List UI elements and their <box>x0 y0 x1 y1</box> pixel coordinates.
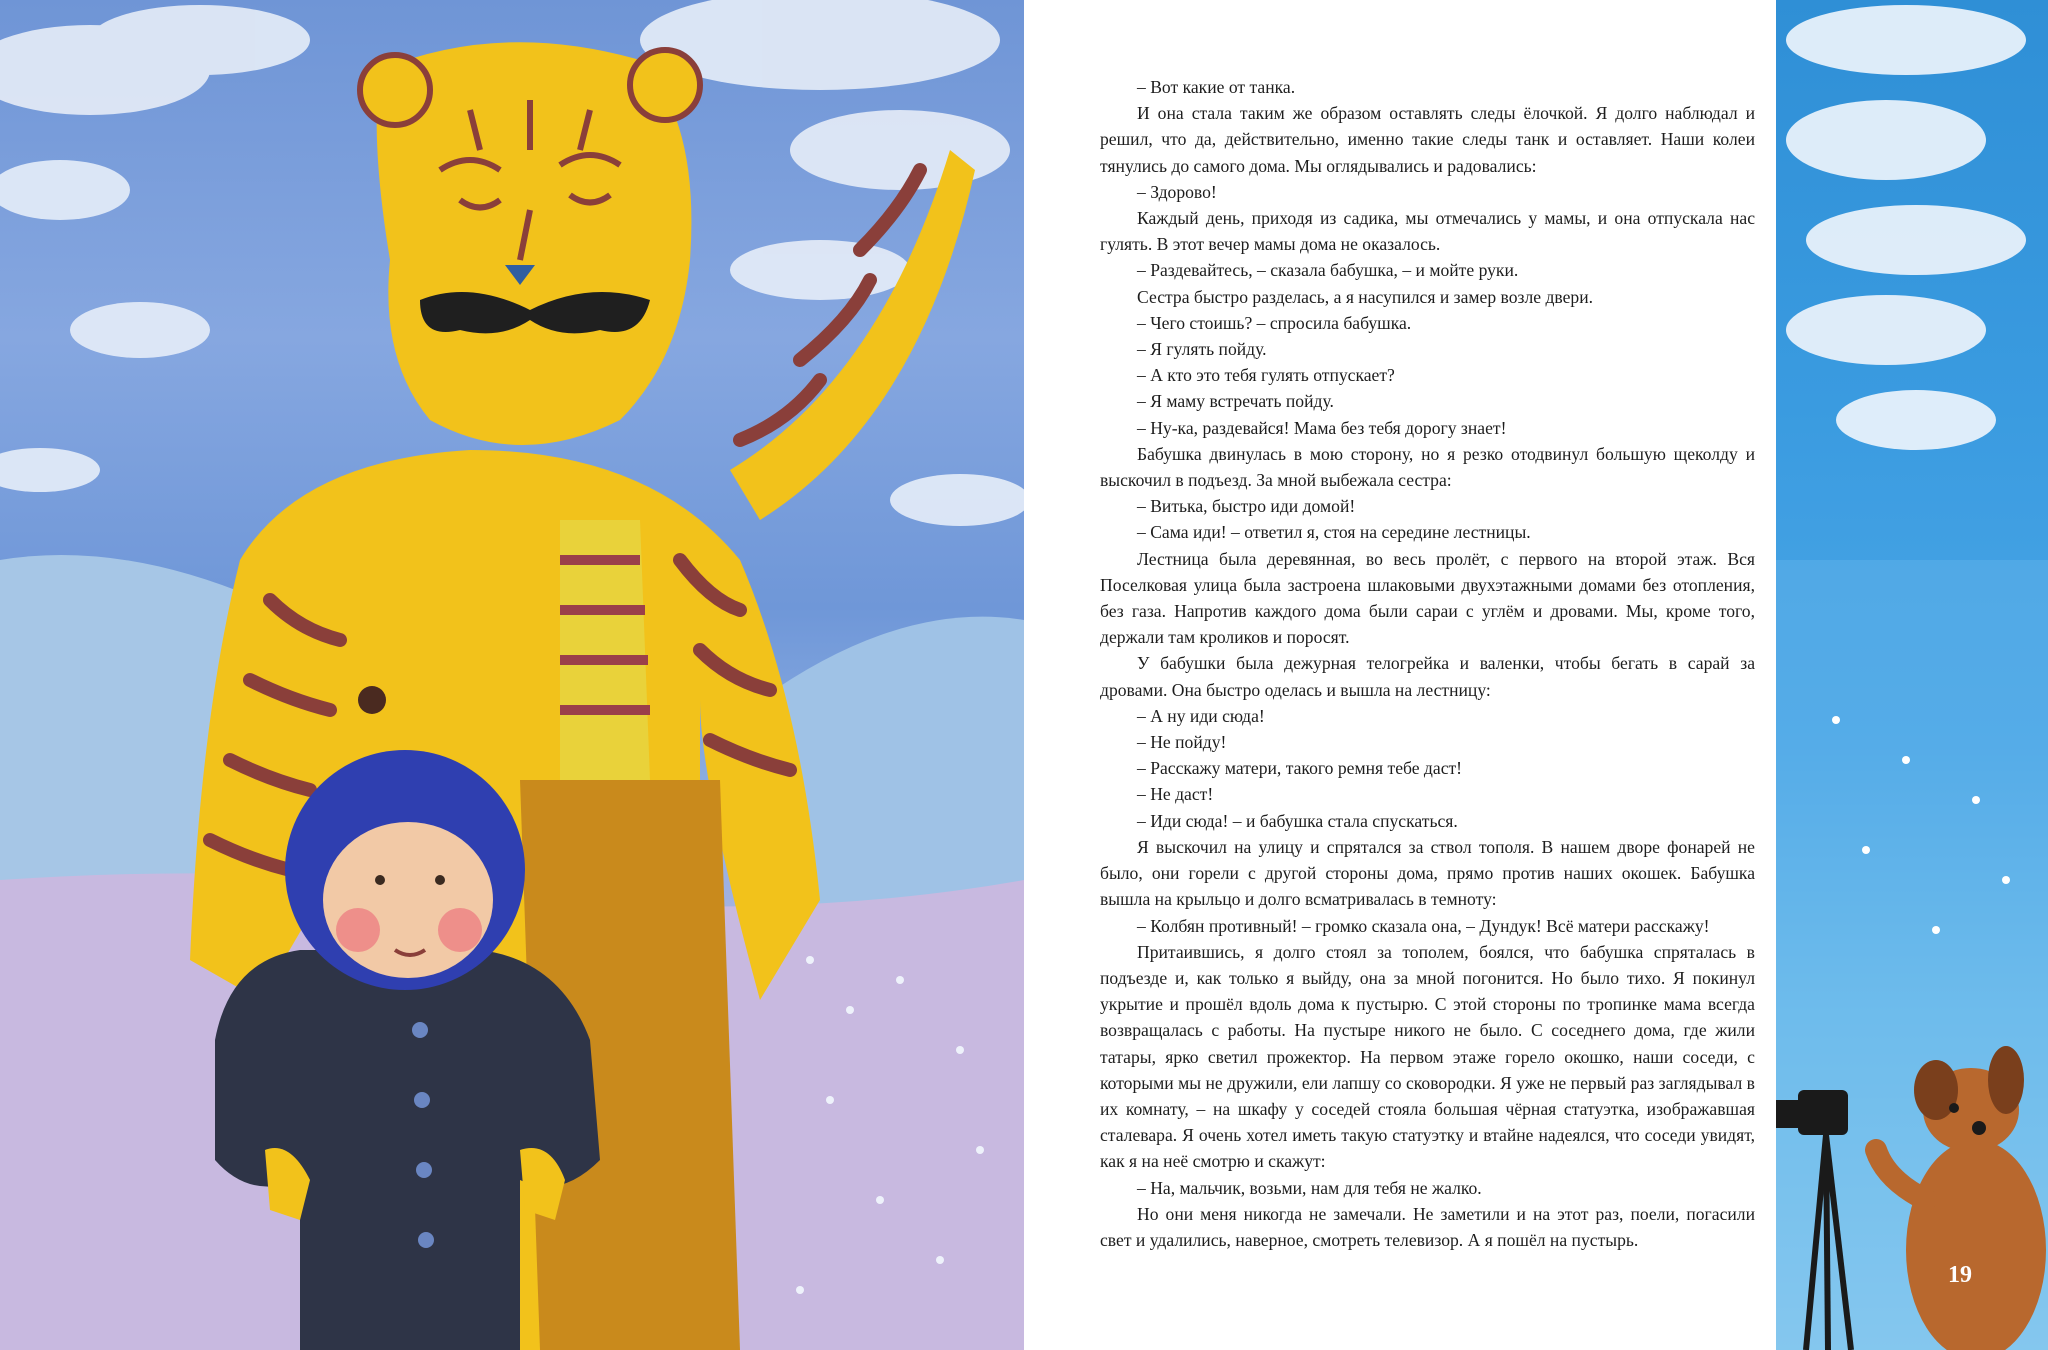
paragraph: – Раздевайтесь, – сказала бабушка, – и мойте руки. <box>1137 260 1519 281</box>
clouds-right <box>1786 5 2026 450</box>
paragraph: Лестница была деревянная, во весь пролёт, с первого на второй этаж. Вся Поселковая улица была застроена шлаковыми двухэтажными домами без отопления, без газа. Напротив каждого дома были сараи с углём и дровами. Мы, кроме того, держали там кроликов и поросят. <box>1100 548 1755 648</box>
paragraph: – Расскажу матери, такого ремня тебе даст! <box>1137 758 1463 779</box>
paragraph: – Сама иди! – ответил я, стоя на середине лестницы. <box>1137 522 1531 543</box>
paragraph: – Я гулять пойду. <box>1137 339 1267 360</box>
boy-cheek-left <box>336 908 380 952</box>
paragraph: – Вот какие от танка. <box>1137 77 1296 97</box>
paragraph: – А кто это тебя гулять отпускает? <box>1137 365 1395 386</box>
paragraph: – Не даст! <box>1137 784 1214 805</box>
paragraph: – Я маму встречать пойду. <box>1137 391 1334 412</box>
tiger-ear-right <box>630 50 700 120</box>
paragraph: Притаившись, я долго стоял за тополем, боялся, что бабушка спряталась в подъезде и, как только я выйду, она за мной погонится. Но было тихо. Я покинул укрытие и прошёл вдоль дома к пустырю. С этой стороны по тропинке мама всегда возвращалась с работы. На пустыре никого не было. С соседнего дома, где жили татары, ярко светил прожектор. На первом этаже горело окошко, наши соседи, с которыми мы не дружили, ели лапшу со сковородки. Я уже не первый раз заглядывал в их комнату, – на шкафу у соседей стояла большая чёрная статуэтка, изображавшая сталевара. Я очень хотел иметь такую статуэтку и втайне надеялся, что соседи увидят, как я на неё смотрю и скажут: <box>1100 941 1755 1172</box>
dog-with-camera-painting <box>1776 0 2048 1350</box>
paragraph: – На, мальчик, возьми, нам для тебя не жалко. <box>1137 1177 1482 1198</box>
boy-cheek-right <box>438 908 482 952</box>
page-number: 19 <box>1948 1262 1972 1288</box>
paragraph: – Ну-ка, раздевайся! Мама без тебя дорогу знает! <box>1137 417 1507 438</box>
helmet-knob <box>358 686 386 714</box>
paragraph: – А ну иди сюда! <box>1137 705 1265 726</box>
paragraph: У бабушки была дежурная телогрейка и валенки, чтобы бегать в сарай за дровами. Она быстро оделась и вышла на лестницу: <box>1100 653 1755 700</box>
paragraph: Но они меня никогда не замечали. Не заметили и на этот раз, поели, погасили свет и удалились, наверное, смотреть телевизор. А я пошёл на пустырь. <box>1100 1203 1755 1250</box>
paragraph: – Не пойду! <box>1137 732 1227 753</box>
illustration-right <box>1776 0 2048 1350</box>
paragraph: – Иди сюда! – и бабушка стала спускаться. <box>1137 810 1458 831</box>
paragraph: Каждый день, приходя из садика, мы отмечались у мамы, и она отпускала нас гулять. В этот вечер мамы дома не оказалось. <box>1100 208 1755 255</box>
paragraph: Я выскочил на улицу и спрятался за ствол тополя. В нашем дворе фонарей не было, они горели с другой стороны дома, прямо против наших окошек. Бабушка вышла на крыльцо и долго всматривалась в темноту: <box>1100 836 1755 910</box>
paragraph: Сестра быстро разделась, а я насупился и замер возле двери. <box>1137 286 1594 307</box>
page-text-body <box>1100 74 1755 1253</box>
tiger-ear-left <box>360 55 430 125</box>
paragraph: Бабушка двинулась в мою сторону, но я резко отодвинул большую щеколду и выскочил в подъезд. За мной выбежала сестра: <box>1100 443 1755 491</box>
tiger-tail <box>730 150 975 520</box>
paragraph: – Колбян противный! – громко сказала она, – Дундук! Всё матери расскажу! <box>1137 915 1710 936</box>
paragraph: – Здорово! <box>1137 181 1217 202</box>
paragraph: – Витька, быстро иди домой! <box>1137 496 1356 517</box>
paragraph: И она стала таким же образом оставлять следы ёлочкой. Я долго наблюдал и решил, что да, действительно, именно такие следы танк и оставляет. Наши колеи тянулись до самого дома. Мы оглядывались и радовались: <box>1100 103 1755 176</box>
paragraph: – Чего стоишь? – спросила бабушка. <box>1137 312 1412 333</box>
